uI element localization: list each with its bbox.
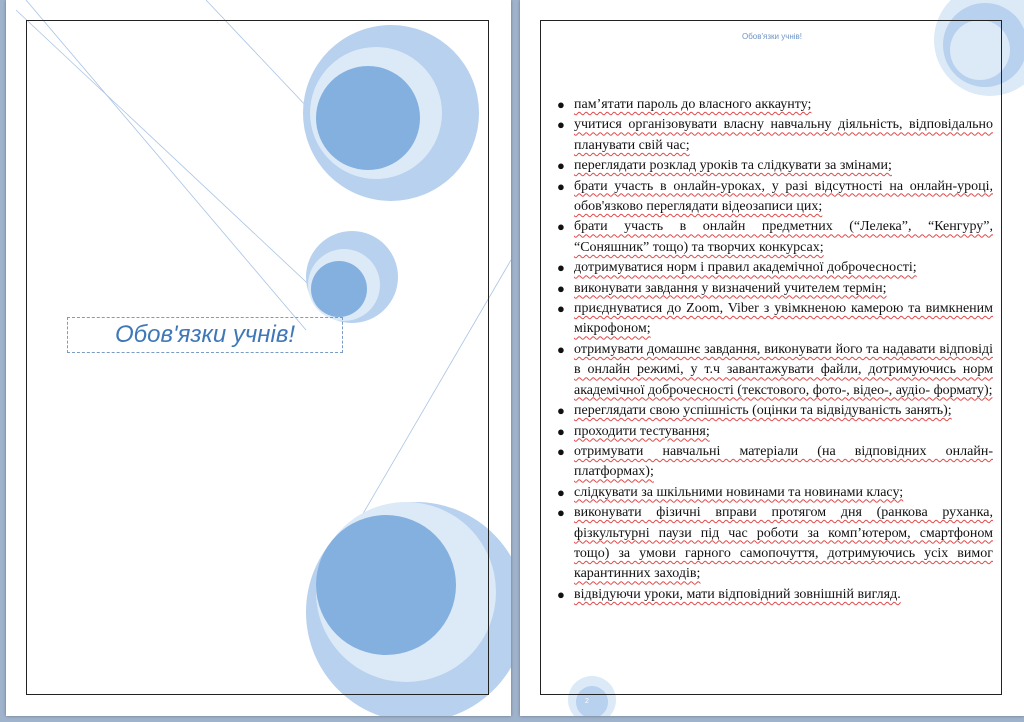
list-item-text: брати участь в онлайн предметних (“Лелека”, “Кенгуру”, “Соняшник” тощо) та творчих конкурсах; bbox=[574, 219, 993, 255]
list-item-text: слідкувати за шкільними новинами та новинами класу; bbox=[574, 484, 904, 500]
duties-list bbox=[557, 95, 993, 605]
list-item bbox=[557, 217, 993, 258]
bullet-icon: ● bbox=[557, 505, 565, 521]
list-item bbox=[557, 483, 993, 503]
bullet-icon: ● bbox=[557, 484, 565, 500]
list-item bbox=[557, 115, 993, 156]
bullet-icon: ● bbox=[557, 158, 565, 174]
bullet-icon: ● bbox=[557, 280, 565, 296]
bullet-icon: ● bbox=[557, 97, 565, 112]
content-page bbox=[520, 0, 1024, 716]
cover-title: Обов'язки учнів! bbox=[114, 321, 296, 348]
list-item-text: приєднуватися до Zoom, Viber з увімкненою камерою та вимкненим мікрофоном; bbox=[574, 301, 993, 337]
bullet-icon: ● bbox=[557, 423, 565, 439]
list-item bbox=[557, 95, 993, 115]
list-item bbox=[557, 279, 993, 299]
list-item-text: виконувати фізичні вправи протягом дня (ранкова руханка, фізкультурні паузи під час роботи за комп’ютером, смартфоном тощо) за умови гарного самопочуття, дотримуючись усіх вимог карантинних заходів; bbox=[574, 505, 993, 582]
bullet-icon: ● bbox=[557, 219, 565, 235]
bullet-icon: ● bbox=[557, 341, 565, 357]
bullet-icon: ● bbox=[557, 117, 565, 133]
list-item bbox=[557, 340, 993, 401]
list-item bbox=[557, 401, 993, 421]
title-textbox[interactable] bbox=[67, 317, 343, 353]
list-item-text: отримувати домашнє завдання, виконувати його та надавати відповіді в онлайн режимі, у т.ч завантажувати файли, дотримуючись норм академічної доброчесності (текстового, фото-, відео-, аудіо- формату); bbox=[574, 341, 993, 398]
bullet-icon: ● bbox=[557, 301, 565, 317]
list-item-text: проходити тестування; bbox=[574, 423, 710, 439]
bullet-icon: ● bbox=[557, 178, 565, 194]
list-item-text: дотримуватися норм і правил академічної доброчесності; bbox=[574, 260, 917, 276]
list-item-text: брати участь в онлайн-уроках, у разі відсутності на онлайн-уроці, обов'язково переглядати відеозаписи цих; bbox=[574, 178, 993, 215]
list-item-text: переглядати свою успішність (оцінки та відвідуваність занять); bbox=[574, 403, 952, 419]
bullet-icon: ● bbox=[557, 260, 565, 276]
list-item bbox=[557, 156, 993, 176]
list-item bbox=[557, 585, 993, 605]
cover-page bbox=[6, 0, 511, 716]
bullet-icon: ● bbox=[557, 586, 565, 602]
list-item bbox=[557, 442, 993, 483]
list-item bbox=[557, 258, 993, 278]
list-item-text: пам’ятати пароль до власного аккаунту; bbox=[574, 97, 812, 112]
list-item-text: переглядати розклад уроків та слідкувати за змінами; bbox=[574, 158, 892, 174]
page-number: 2 bbox=[585, 698, 589, 705]
page-border bbox=[26, 20, 489, 695]
list-item-text: відвідуючи уроки, мати відповідний зовнішній вигляд. bbox=[574, 586, 901, 602]
bullet-icon: ● bbox=[557, 443, 565, 459]
list-item bbox=[557, 422, 993, 442]
list-item-text: учитися організовувати власну навчальну діяльність, відповідально планувати свій час; bbox=[574, 117, 993, 153]
page-header: Обов'язки учнів! bbox=[741, 32, 803, 41]
list-item-text: виконувати завдання у визначений учителем термін; bbox=[574, 280, 887, 296]
list-item-text: отримувати навчальні матеріали (на відповідних онлайн-платформах); bbox=[574, 443, 993, 480]
list-item bbox=[557, 503, 993, 585]
bullet-icon: ● bbox=[557, 403, 565, 419]
list-item bbox=[557, 299, 993, 340]
list-item bbox=[557, 177, 993, 218]
